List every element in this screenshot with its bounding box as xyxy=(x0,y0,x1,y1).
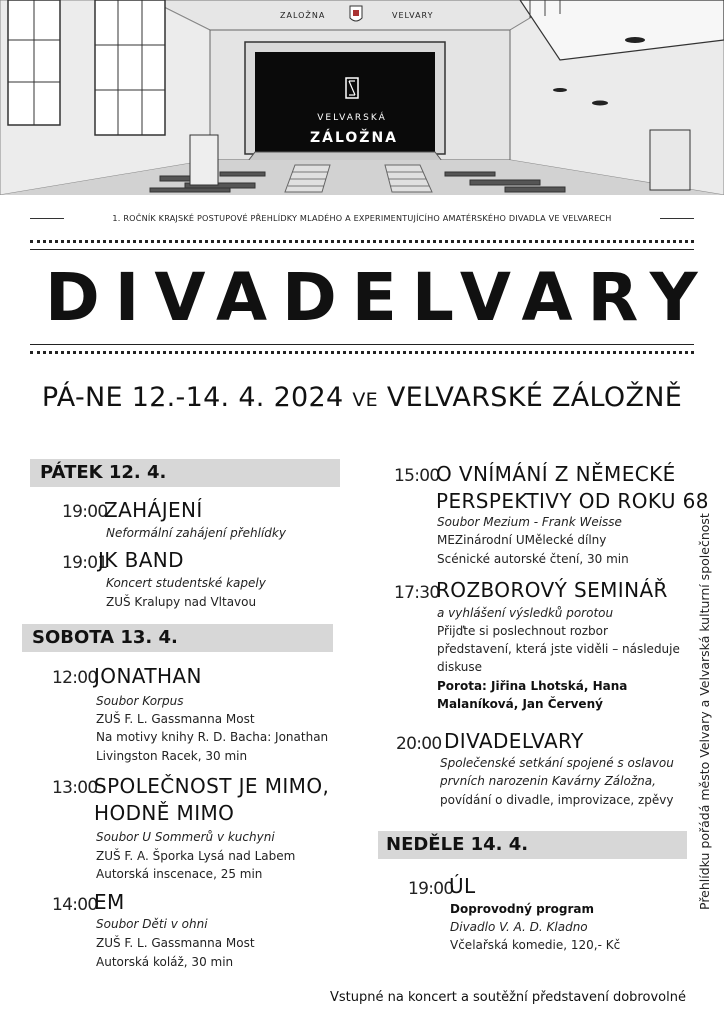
event-detail: povídání o divadle, improvizace, zpěvy xyxy=(440,793,674,807)
date-venue-line xyxy=(30,378,694,420)
event-detail: Livingston Racek, 30 min xyxy=(96,749,248,763)
event-time: 13:00 xyxy=(52,778,98,798)
event-title: ZAHÁJENÍ xyxy=(104,498,203,522)
event-title: EM xyxy=(94,890,125,914)
event-time: 17:30 xyxy=(394,583,440,603)
event-detail: Na motivy knihy R. D. Bacha: Jonathan xyxy=(96,730,329,744)
event-title: HODNĚ MIMO xyxy=(94,801,235,825)
event-title: PERSPEKTIVY OD ROKU 68 xyxy=(436,489,709,513)
event-detail: Soubor Mezium - Frank Weisse xyxy=(437,515,622,529)
subtitle-row xyxy=(30,210,694,226)
event-time: 20:00 xyxy=(396,734,442,754)
event-detail: prvních narozenin Kavárny Záložna, xyxy=(440,774,656,788)
event-detail: Přijďte si poslechnout rozbor xyxy=(437,624,608,638)
subtitle-dash-left xyxy=(30,218,64,219)
event-detail: Soubor Korpus xyxy=(96,694,184,708)
event-detail: Divadlo V. A. D. Kladno xyxy=(450,920,588,934)
subtitle-dash-right xyxy=(660,218,694,219)
event-detail: Autorská koláž, 30 min xyxy=(96,955,234,969)
event-detail: ZUŠ F. L. Gassmanna Most xyxy=(96,712,255,726)
event-title: O VNÍMÁNÍ Z NĚMECKÉ xyxy=(436,462,676,486)
event-title: ÚL xyxy=(449,874,476,898)
day-header-friday: PÁTEK 12. 4. xyxy=(30,459,340,487)
event-time: 19:01 xyxy=(62,553,108,573)
page-title: DIVADELVARY xyxy=(45,259,713,336)
event-detail: MEZinárodní UMělecké dílny xyxy=(437,533,607,547)
event-detail: Včelařská komedie, 120,- Kč xyxy=(450,938,621,952)
event-detail: ZUŠ F. A. Šporka Lysá nad Labem xyxy=(96,849,296,863)
event-time: 19:00 xyxy=(62,502,108,522)
jury-names: Porota: Jiřina Lhotská, Hana xyxy=(437,679,628,693)
admission-note: Vstupné na koncert a soutěžní představení dobrovolné xyxy=(330,990,686,1005)
title-rule-top xyxy=(30,249,694,250)
event-time: 12:00 xyxy=(52,668,98,688)
event-detail: Neformální zahájení přehlídky xyxy=(106,526,286,540)
event-title: ROZBOROVÝ SEMINÁŘ xyxy=(436,578,668,602)
event-detail: Autorská inscenace, 25 min xyxy=(96,867,263,881)
logo-line2: ZÁLOŽNA xyxy=(309,130,399,146)
event-detail: Doprovodný program xyxy=(450,902,595,916)
title-rule-bottom xyxy=(30,344,694,345)
event-detail: Scénické autorské čtení, 30 min xyxy=(437,552,629,566)
event-detail: Soubor U Sommerů v kuchyni xyxy=(96,830,275,844)
event-detail: Společenské setkání spojené s oslavou xyxy=(440,756,674,770)
dotted-divider-bottom xyxy=(30,351,694,354)
event-detail: Koncert studentské kapely xyxy=(106,576,266,590)
event-title: SPOLEČNOST JE MIMO, xyxy=(94,774,330,798)
event-detail: Soubor Děti v ohni xyxy=(96,917,208,931)
logo-line1: VELVARSKÁ xyxy=(317,113,387,123)
organizer-note: Přehlídku pořádá město Velvary a Velvarská kulturní společnost xyxy=(697,513,712,910)
date-preposition: VE xyxy=(352,389,378,411)
theatre-hall-illustration xyxy=(0,0,724,195)
town-crest-icon xyxy=(350,6,362,21)
date-range: PÁ-NE 12.-14. 4. 2024 xyxy=(41,382,344,413)
day-header-saturday: SOBOTA 13. 4. xyxy=(22,624,333,652)
event-title: JONATHAN xyxy=(94,664,202,688)
event-title: JK BAND xyxy=(98,548,184,572)
venue-name: VELVARSKÉ ZÁLOŽNĚ xyxy=(386,382,683,413)
event-detail: ZUŠ Kralupy nad Vltavou xyxy=(106,595,257,609)
dotted-divider-top xyxy=(30,240,694,243)
event-detail: ZUŠ F. L. Gassmanna Most xyxy=(96,936,255,950)
subtitle-text: 1. ROČNÍK KRAJSKÉ POSTUPOVÉ PŘEHLÍDKY MLADÉHO A EXPERIMENTUJÍCÍHO AMATÉRSKÉHO DIVADLA VE VELVARECH xyxy=(112,213,612,223)
event-time: 19:00 xyxy=(408,879,454,899)
event-detail: a vyhlášení výsledků porotou xyxy=(437,606,614,620)
event-time: 15:00 xyxy=(394,466,440,486)
event-time: 14:00 xyxy=(52,895,98,915)
event-detail: diskuse xyxy=(437,660,483,674)
sign-right-text: VELVARY xyxy=(392,11,434,20)
event-detail: představení, která jste viděli – následuje xyxy=(437,642,680,656)
jury-names: Malaníková, Jan Červený xyxy=(437,697,603,711)
day-header-sunday: NEDĚLE 14. 4. xyxy=(378,831,687,859)
sign-left-text: ZALOŽNA xyxy=(280,11,326,20)
event-title: DIVADELVARY xyxy=(444,729,584,753)
